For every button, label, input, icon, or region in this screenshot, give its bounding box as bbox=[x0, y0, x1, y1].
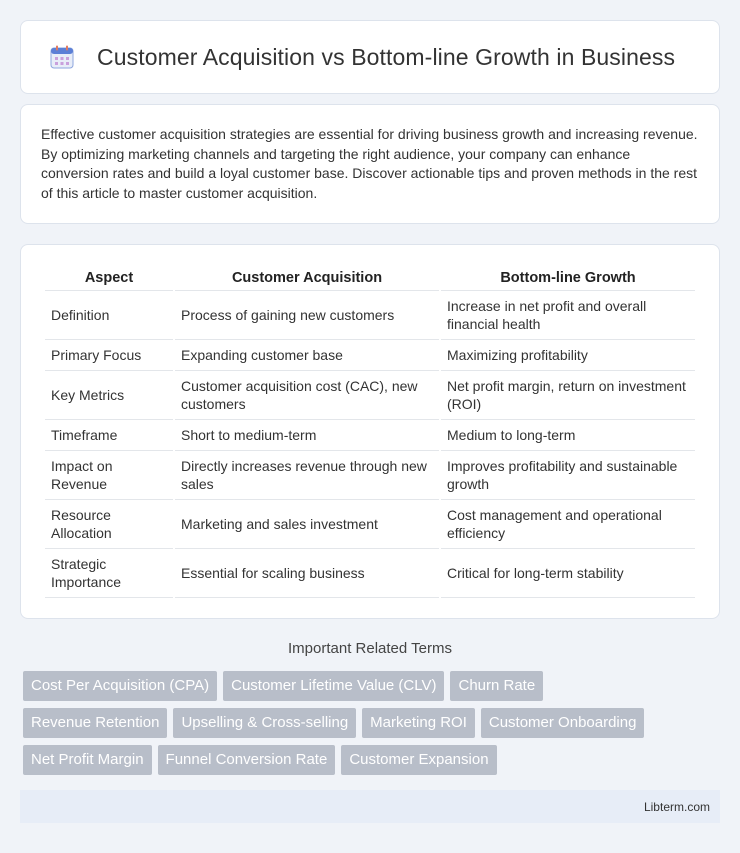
cell-aspect: Strategic Importance bbox=[45, 549, 173, 598]
cell-aspect: Impact on Revenue bbox=[45, 451, 173, 500]
comparison-table bbox=[43, 263, 697, 598]
cell-aspect: Primary Focus bbox=[45, 340, 173, 371]
cell-bottom-line-growth: Net profit margin, return on investment (ROI) bbox=[441, 371, 695, 420]
cell-bottom-line-growth: Cost management and operational efficiency bbox=[441, 500, 695, 549]
cell-customer-acquisition: Marketing and sales investment bbox=[175, 500, 439, 549]
cell-aspect: Timeframe bbox=[45, 420, 173, 451]
tag-marketing-roi[interactable]: Marketing ROI bbox=[362, 708, 475, 738]
cell-bottom-line-growth: Critical for long-term stability bbox=[441, 549, 695, 598]
cell-bottom-line-growth: Maximizing profitability bbox=[441, 340, 695, 371]
header-card bbox=[20, 20, 720, 94]
cell-aspect: Key Metrics bbox=[45, 371, 173, 420]
calendar-icon bbox=[49, 44, 75, 70]
cell-customer-acquisition: Process of gaining new customers bbox=[175, 291, 439, 340]
tag-customer-onboarding[interactable]: Customer Onboarding bbox=[481, 708, 645, 738]
tag-revenue-retention[interactable]: Revenue Retention bbox=[23, 708, 167, 738]
header-bottom-line-growth: Bottom-line Growth bbox=[441, 263, 695, 291]
cell-bottom-line-growth: Improves profitability and sustainable growth bbox=[441, 451, 695, 500]
cell-aspect: Definition bbox=[45, 291, 173, 340]
footer-brand-link[interactable]: Libterm.com bbox=[643, 799, 710, 814]
header-customer-acquisition: Customer Acquisition bbox=[175, 263, 439, 291]
tag-customer-expansion[interactable]: Customer Expansion bbox=[341, 745, 496, 775]
header-aspect: Aspect bbox=[45, 263, 173, 291]
tag-cost-per-acquisition[interactable]: Cost Per Acquisition (CPA) bbox=[23, 671, 217, 701]
intro-card bbox=[20, 104, 720, 224]
cell-bottom-line-growth: Increase in net profit and overall financial health bbox=[441, 291, 695, 340]
tag-funnel-conversion-rate[interactable]: Funnel Conversion Rate bbox=[158, 745, 336, 775]
related-terms-title: Important Related Terms bbox=[288, 640, 452, 657]
tag-net-profit-margin[interactable]: Net Profit Margin bbox=[23, 745, 152, 775]
tag-upselling-cross-selling[interactable]: Upselling & Cross-selling bbox=[173, 708, 356, 738]
cell-aspect: Resource Allocation bbox=[45, 500, 173, 549]
tag-row bbox=[23, 745, 723, 775]
footer bbox=[20, 790, 720, 823]
related-terms-list bbox=[23, 671, 723, 782]
table-row bbox=[45, 451, 695, 500]
table-row bbox=[45, 340, 695, 371]
tag-row bbox=[23, 671, 723, 701]
cell-customer-acquisition: Essential for scaling business bbox=[175, 549, 439, 598]
page-title: Customer Acquisition vs Bottom-line Growth in Business bbox=[97, 43, 676, 70]
cell-customer-acquisition: Short to medium-term bbox=[175, 420, 439, 451]
table-header-row bbox=[45, 263, 695, 291]
cell-bottom-line-growth: Medium to long-term bbox=[441, 420, 695, 451]
tag-customer-lifetime-value[interactable]: Customer Lifetime Value (CLV) bbox=[223, 671, 444, 701]
tag-row bbox=[23, 708, 723, 738]
table-row bbox=[45, 291, 695, 340]
table-row bbox=[45, 371, 695, 420]
intro-text: Effective customer acquisition strategies are essential for driving business growth and increasing revenue. By optimizing marketing channels and targeting the right audience, your company can enhance conversion rates and build a loyal customer base. Discover actionable tips and proven methods in the rest of this article to master customer acquisition. bbox=[41, 126, 698, 201]
cell-customer-acquisition: Customer acquisition cost (CAC), new customers bbox=[175, 371, 439, 420]
table-row bbox=[45, 420, 695, 451]
table-row bbox=[45, 500, 695, 549]
comparison-table-card bbox=[20, 244, 720, 619]
cell-customer-acquisition: Expanding customer base bbox=[175, 340, 439, 371]
table-row bbox=[45, 549, 695, 598]
tag-churn-rate[interactable]: Churn Rate bbox=[450, 671, 543, 701]
cell-customer-acquisition: Directly increases revenue through new sales bbox=[175, 451, 439, 500]
